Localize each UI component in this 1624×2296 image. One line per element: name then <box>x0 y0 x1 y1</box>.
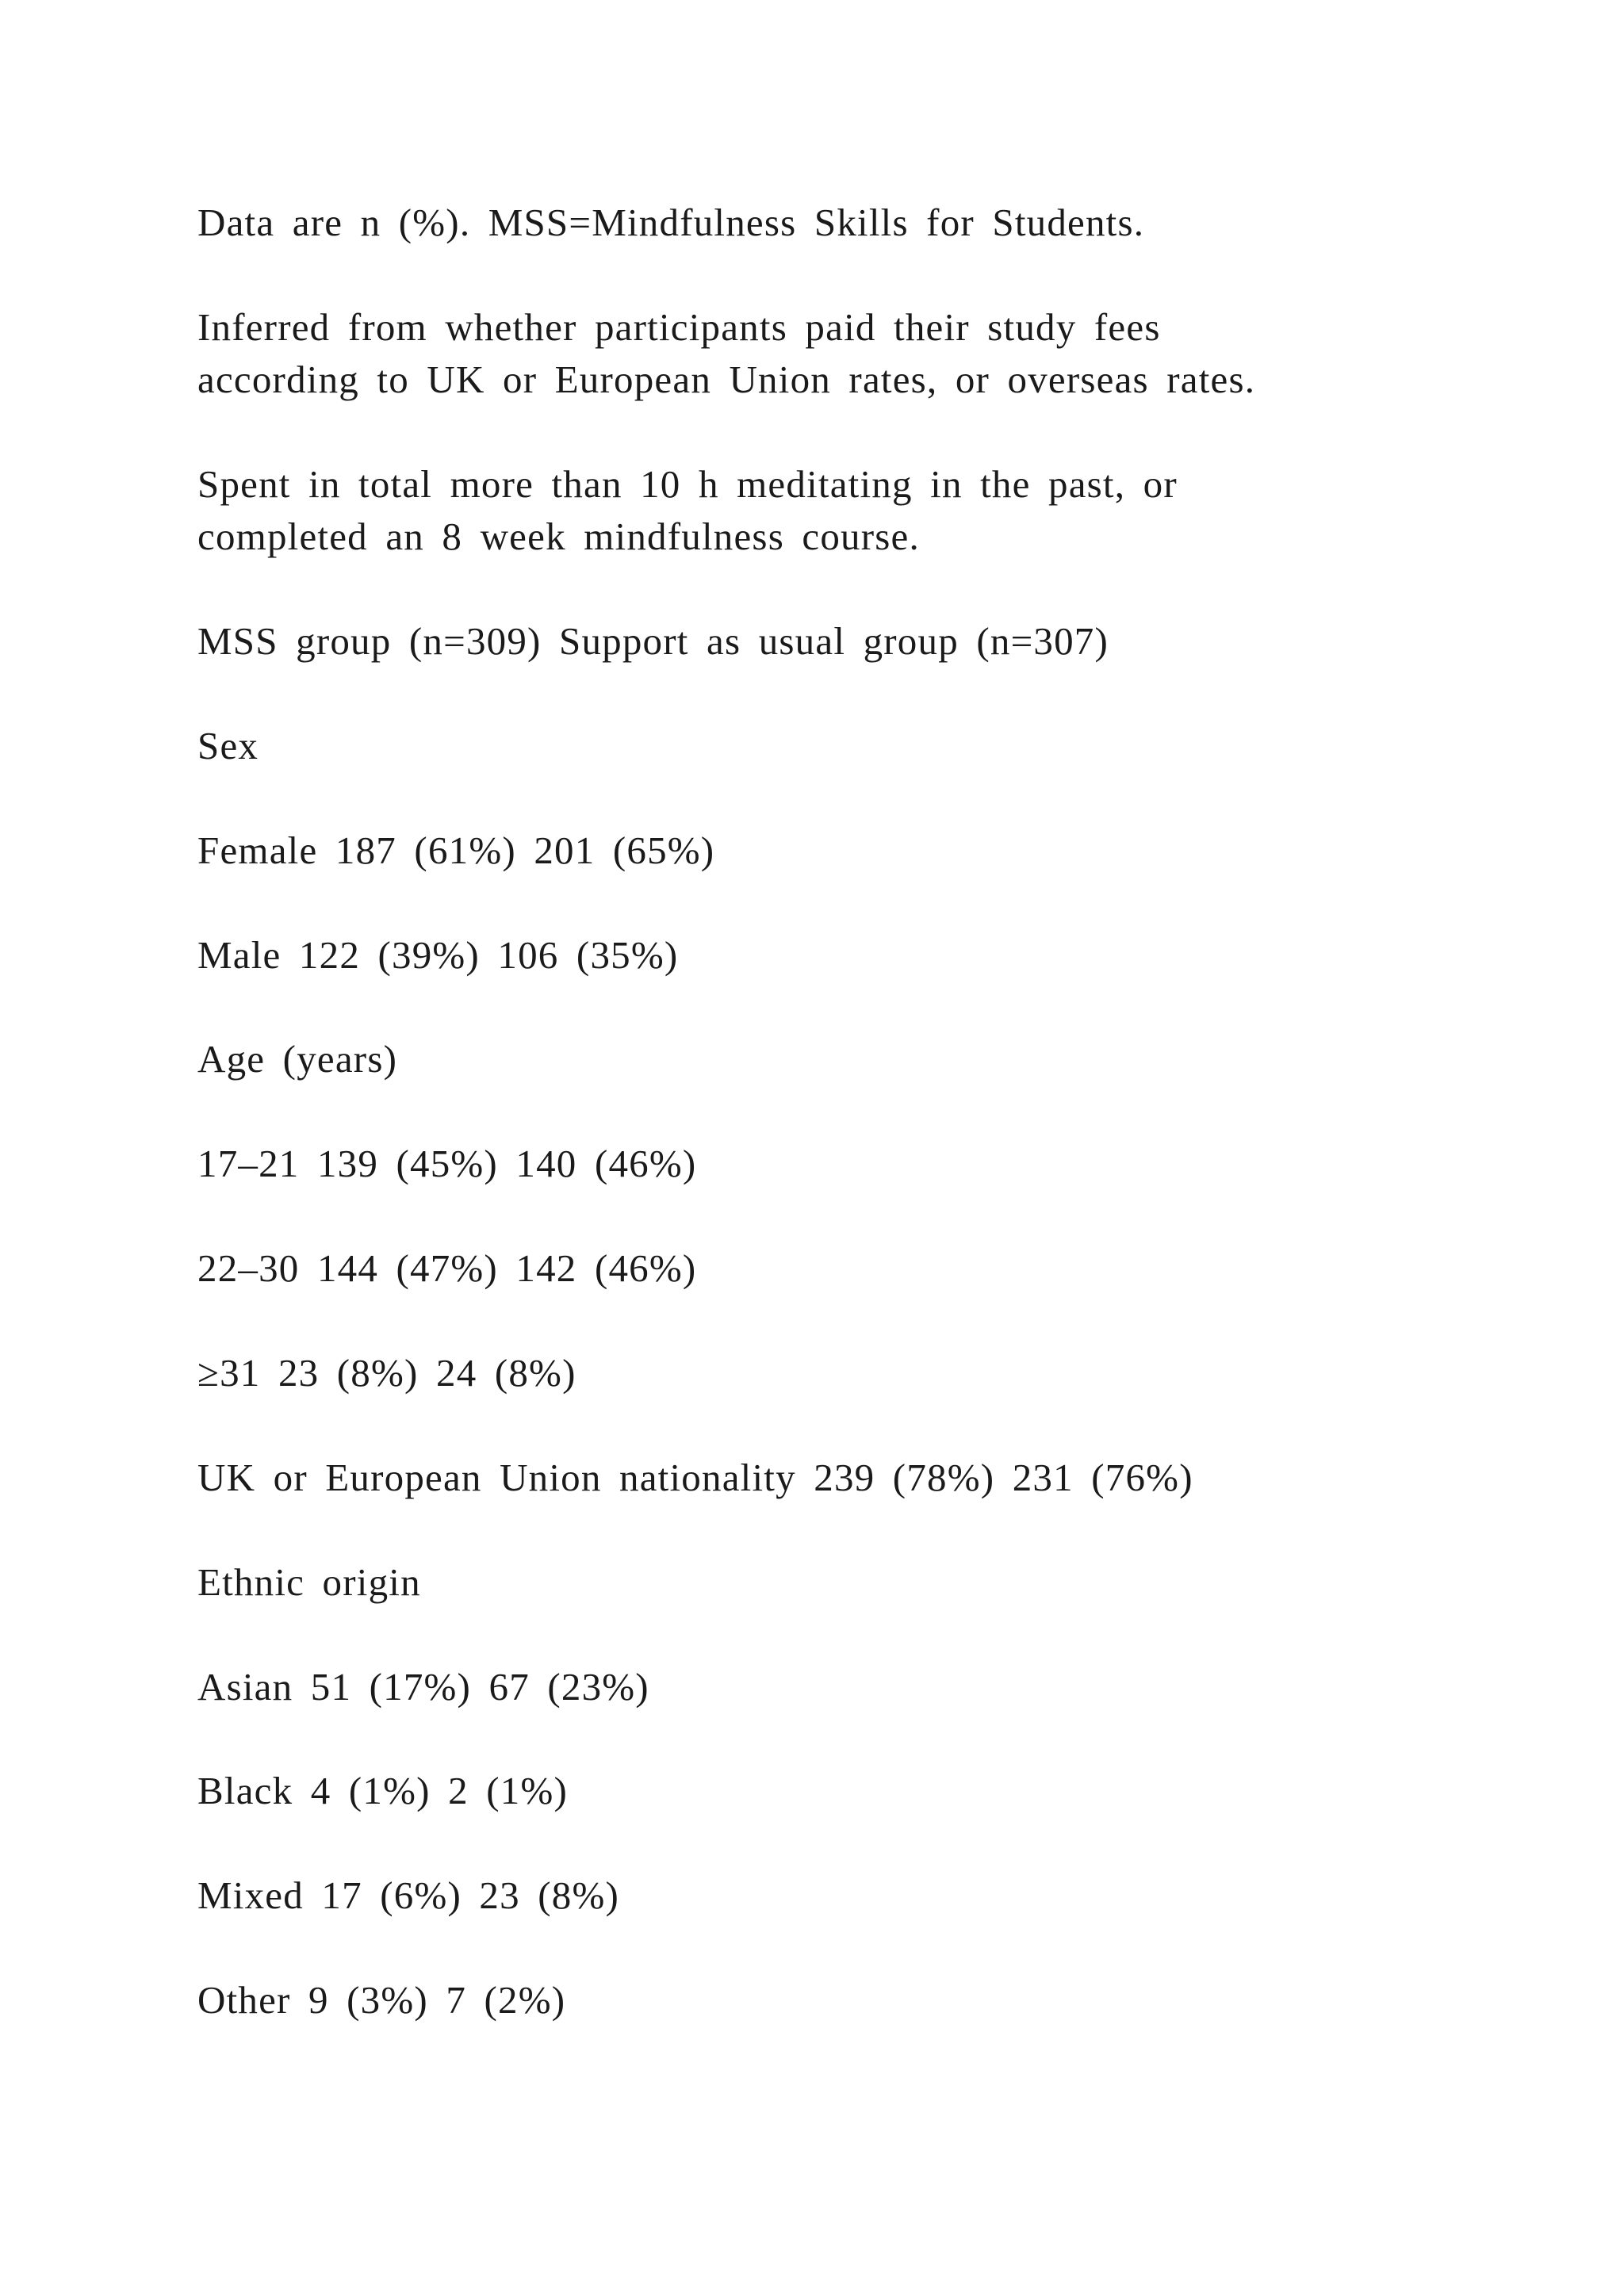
row-sex-heading <box>197 720 1545 772</box>
footnote-inferred-nationality <box>197 301 1545 406</box>
footnote-spent-line-1: Spent in total more than 10 h meditating in the past, or <box>197 462 1178 506</box>
row-age-22-30 <box>197 1242 1545 1295</box>
footnote-spent-line-2: completed an 8 week mindfulness course. <box>197 515 920 558</box>
table-row-text: Mixed 17 (6%) 23 (8%) <box>197 1873 620 1917</box>
row-age-17-21 <box>197 1138 1545 1190</box>
table-row-text: Asian 51 (17%) 67 (23%) <box>197 1665 649 1709</box>
table-row-text: Sex <box>197 724 259 767</box>
row-mixed <box>197 1869 1545 1922</box>
table-row-text: Ethnic origin <box>197 1560 421 1604</box>
row-female <box>197 825 1545 877</box>
footnote-inferred-line-2: according to UK or European Union rates, or overseas rates. <box>197 358 1256 401</box>
table-row-text: UK or European Union nationality 239 (78%) 231 (76%) <box>197 1456 1193 1499</box>
table-row-text: Female 187 (61%) 201 (65%) <box>197 828 715 872</box>
table-row-text: Male 122 (39%) 106 (35%) <box>197 933 679 977</box>
row-nationality <box>197 1452 1545 1504</box>
table-row-text: Other 9 (3%) 7 (2%) <box>197 1978 566 2022</box>
table-row-text: ≥31 23 (8%) 24 (8%) <box>197 1351 576 1395</box>
row-black <box>197 1765 1545 1817</box>
footnote-inferred-line-1: Inferred from whether participants paid their study fees <box>197 305 1161 349</box>
data-note <box>197 197 1545 249</box>
row-asian <box>197 1661 1545 1713</box>
footnote-meditation-experience <box>197 458 1545 563</box>
row-ethnic-origin-heading <box>197 1556 1545 1609</box>
row-age-heading <box>197 1033 1545 1085</box>
row-male <box>197 929 1545 982</box>
data-note-text: Data are n (%). MSS=Mindfulness Skills for Students. <box>197 201 1145 244</box>
table-row-text: 17–21 139 (45%) 140 (46%) <box>197 1142 697 1185</box>
row-other <box>197 1974 1545 2026</box>
row-age-31-plus <box>197 1347 1545 1399</box>
table-row-text: Age (years) <box>197 1037 398 1081</box>
table-row-text: 22–30 144 (47%) 142 (46%) <box>197 1246 697 1290</box>
table-header <box>197 615 1545 668</box>
table-header-text: MSS group (n=309) Support as usual group (n=307) <box>197 619 1109 663</box>
table-row-text: Black 4 (1%) 2 (1%) <box>197 1769 568 1812</box>
